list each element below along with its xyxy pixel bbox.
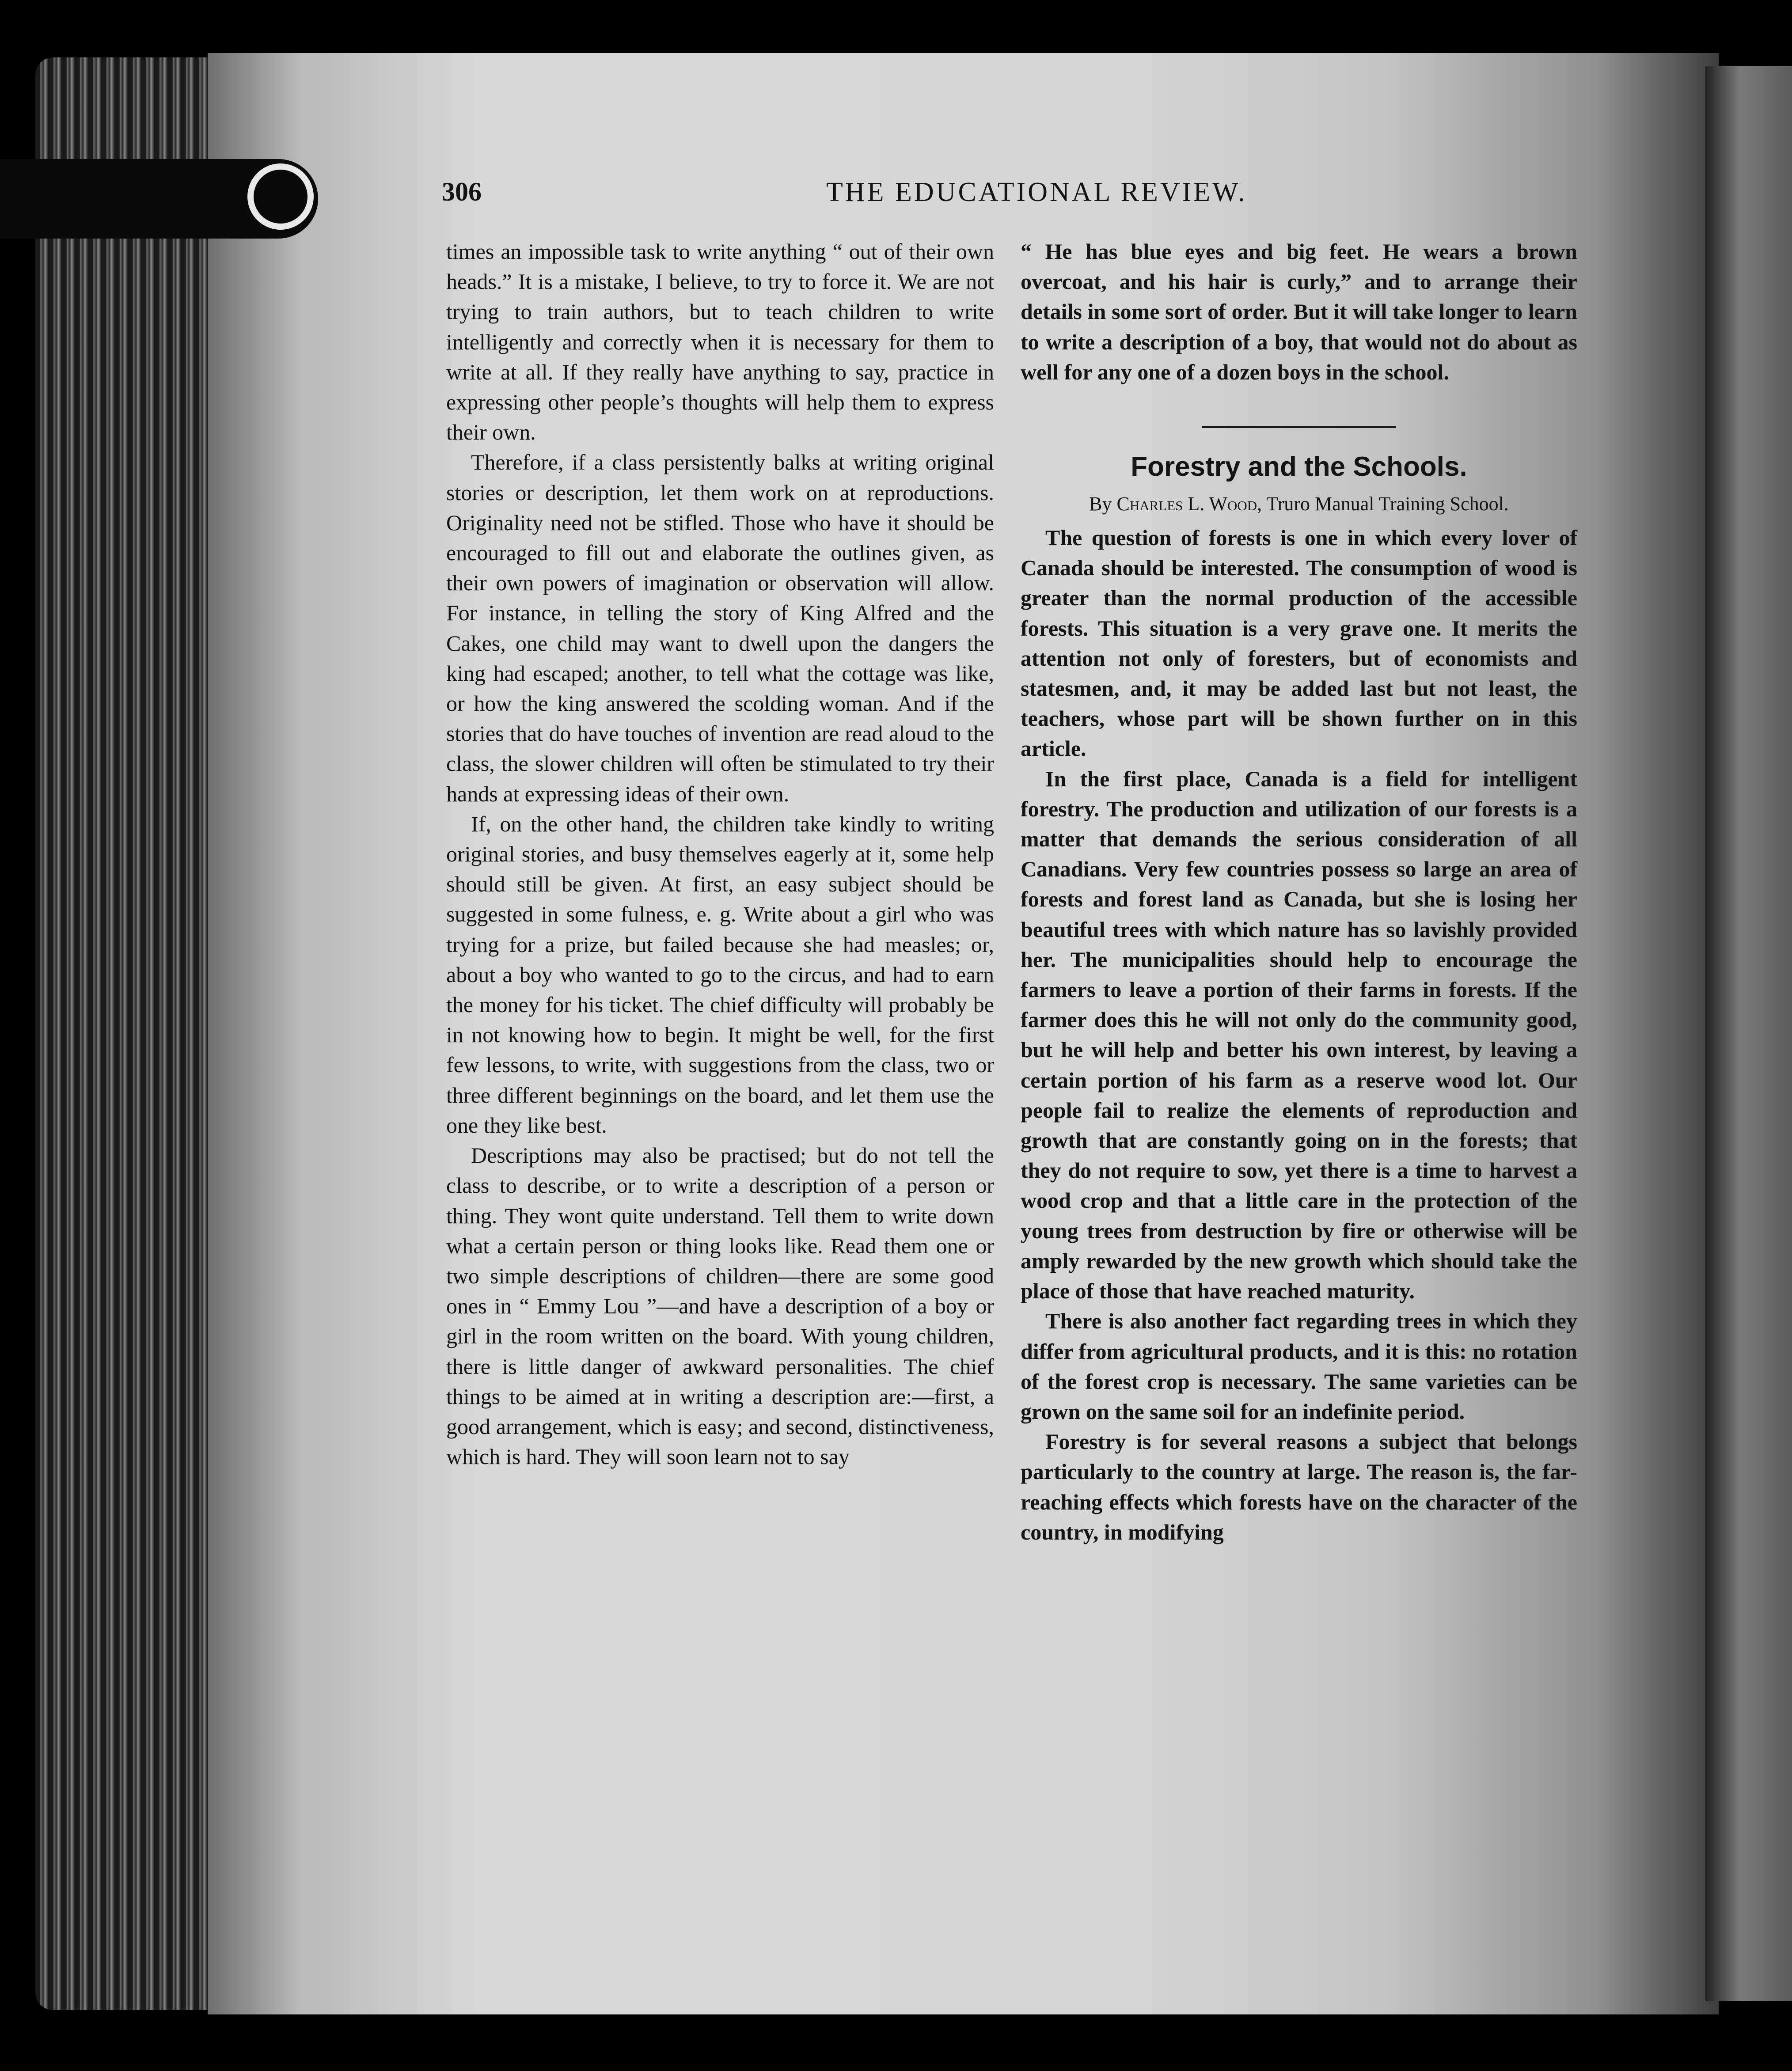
section-divider <box>1202 426 1396 428</box>
article-paragraph-4: Forestry is for several reasons a subject that belongs particularly to the country at large. The reason is, the far-reaching effects which forests have on the character of the country, in modifying <box>1021 1429 1577 1544</box>
article-paragraph-1: The question of forests is one in which every lover of Canada should be interested. The consumption of wood is greater than the normal production of the accessible forests. This situation is a very grave one. It merits the attention not only of foresters, but of economists and statesmen, and, it may be added last but not least, the teachers, whose part will be shown further on in this article. <box>1021 525 1577 761</box>
left-paragraph-1: times an impossible task to write anything “ out of their own heads.” It is a mistake, I believe, to try to force it. We are not trying to train authors, but to teach children to write intelligently and correctly when it is necessary for them to write at all. If they really have anything to say, practice in expressing other people’s thoughts will help them to express their own. <box>446 239 994 445</box>
left-paragraph-3: If, on the other hand, the children take kindly to writing original stories, and busy themselves eagerly at it, some help should still be given. At first, an easy subject should be suggested in some fulness, e. g. Write about a girl who was trying for a prize, but failed because she had measles; or, about a boy who wanted to go to the circus, and had to earn the money for his ticket. The chief difficulty will probably be in not knowing how to begin. It might be well, for the first few lessons, to write, with suggestions from the class, two or three different beginnings on the board, and let them use the one they like best. <box>446 811 994 1138</box>
byline-affiliation: Truro Manual Training School. <box>1266 493 1509 515</box>
article-paragraph-3: There is also another fact regarding trees in which they differ from agricultural products, and it is this: no rotation of the forest crop is necessary. The same varieties can be grown on the same soil for an indefinite period. <box>1021 1309 1577 1424</box>
article-paragraph-2: In the first place, Canada is a field for intelligent forestry. The production and utilization of our forests is a matter that demands the serious consideration of all Canadians. Very few countries possess so large an area of forests and forest land as Canada, but she is losing her beautiful trees with which nature has so lavishly provided her. The municipalities should help to encourage the farmers to leave a portion of their farms in forests. If the farmer does this he will not only do the community good, but he will help and better his own interest, by leaving a certain portion of his farm as a reserve wood lot. Our people fail to realize the elements of reproduction and growth that are constantly going on in the forests; that they do not require to sow, yet there is a time to harvest a wood crop and that a little care in the protection of the young trees from destruction by fire or otherwise will be amply rewarded by the new growth which should take the place of those that have reached maturity. <box>1021 766 1577 1304</box>
continuation-paragraph: “ He has blue eyes and big feet. He wears a brown overcoat, and his hair is curly,” and to arrange their details in some sort of order. But it will take longer to learn to write a description of a boy, that would not do about as well for any one of a dozen boys in the school. <box>1021 239 1577 384</box>
page-header <box>442 177 1591 221</box>
left-column <box>446 236 994 1472</box>
page-number: 306 <box>442 177 482 206</box>
byline-author: Charles L. Wood, <box>1116 493 1262 515</box>
left-paragraph-4: Descriptions may also be practised; but do not tell the class to describe, or to write a description of a person or thing. They wont quite understand. Tell them to write down what a certain person or thing looks like. Read them one or two simple descriptions of children—there are some good ones in “ Emmy Lou ”—and have a description of a boy or girl in the room written on the board. With young children, there is little danger of awkward personalities. The chief things to be aimed at in writing a description are:—first, a good arrangement, which is easy; and second, distinctiveness, which is hard. They will soon learn not to say <box>446 1143 994 1469</box>
article-byline <box>1021 490 1577 518</box>
facing-page-edge <box>1705 66 1792 2001</box>
byline-prefix: By <box>1089 493 1112 515</box>
left-paragraph-2: Therefore, if a class persistently balks at writing original stories or description, let them work on at reproductions. Originality need not be stifled. Those who have it should be encouraged to fill out and elaborate the outlines given, as their own powers of imagination or observation will allow. For instance, in telling the story of King Alfred and the Cakes, one child may want to dwell upon the dangers the king had escaped; another, to tell what the cottage was like, or how the king answered the scolding woman. And if the stories that do have touches of invention are read aloud to the class, the slower children will often be stimulated to try their hands at expressing ideas of their own. <box>446 450 994 806</box>
article-title: Forestry and the Schools. <box>1131 451 1467 482</box>
book-page-edges <box>35 57 212 2010</box>
clip-ring <box>247 163 314 230</box>
right-column <box>1021 236 1577 1547</box>
running-title: THE EDUCATIONAL REVIEW. <box>826 177 1247 207</box>
